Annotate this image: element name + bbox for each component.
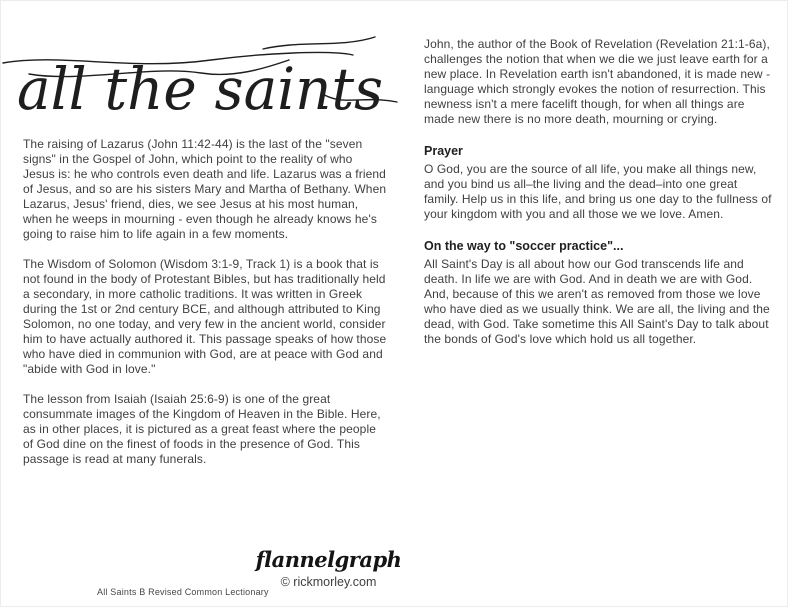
- title-calligraphy: [1, 17, 399, 131]
- left-column: [23, 137, 387, 482]
- lectionary-note: All Saints B Revised Common Lectionary: [97, 587, 269, 597]
- paragraph-wisdom-of-solomon: The Wisdom of Solomon (Wisdom 3:1-9, Track 1) is a book that is not found in the body of Protestant Bibles, but has traditionally held a secondary, in more catholic traditions. It was written in Greek during the 1st or 2nd century BCE, and although attributed to King Solomon, no one today, and very few in the ancient world, consider him to have actually authored it. This passage speaks of how those who have died in communion with God, are at peace with God and "abide with God in love.": [23, 257, 387, 376]
- copyright-text: © rickmorley.com: [280, 575, 377, 589]
- title-swash-tbar: [263, 37, 375, 49]
- prayer-text: O God, you are the source of all life, you make all things new, and you bind us all–the living and the dead–into one great family. Help us in this life, and bring us one day to the fullness of your kingdom with you and all those we we love. Amen.: [424, 162, 772, 221]
- paragraph-isaiah: The lesson from Isaiah (Isaiah 25:6-9) is one of the great consummate images of the Kingdom of Heaven in the Bible. Here, as in other places, it is pictured as a great feast where the people of God dine on the finest of foods in the presence of God. This passage is read at many funerals.: [23, 392, 381, 466]
- flannelgraph-logo: flannelgraph: [255, 547, 402, 572]
- flannelgraph-logo-block: [246, 547, 411, 590]
- soccer-practice-text: All Saint's Day is all about how our God transcends life and death. In life we are with God. And in death we are with God. And, because of this we aren't as removed from those we love who have died as we usually think. We are all, the living and the dead, with God. Take sometime this All Saint's Day to talk about the bonds of God's love which hold us all together.: [424, 257, 770, 346]
- paragraph-lazarus: The raising of Lazarus (John 11:42-44) is the last of the "seven signs" in the Gospel of John, which point to the reality of who Jesus is: he who controls even death and life. Lazarus was a friend of Jesus, and so are his sisters Mary and Martha of Bethany. When Lazarus, Jesus' friend, dies, we see Jesus at his most human, when he weeps in mourning - even though he already knows he's going to raise him to life again in a few moments.: [23, 137, 387, 241]
- page-title: all the saints: [17, 55, 383, 123]
- soccer-practice-heading: On the way to "soccer practice"...: [424, 239, 624, 253]
- prayer-heading: Prayer: [424, 144, 463, 158]
- paragraph-revelation: John, the author of the Book of Revelation (Revelation 21:1-6a), challenges the notion that when we die we just leave earth for a new place. In Revelation earth isn't abandoned, it is made new - language which strongly evokes the notion of resurrection. This newness isn't a mere facelift though, for when all things are made new there is no more death, mourning or crying.: [424, 37, 771, 126]
- right-column: [424, 37, 774, 362]
